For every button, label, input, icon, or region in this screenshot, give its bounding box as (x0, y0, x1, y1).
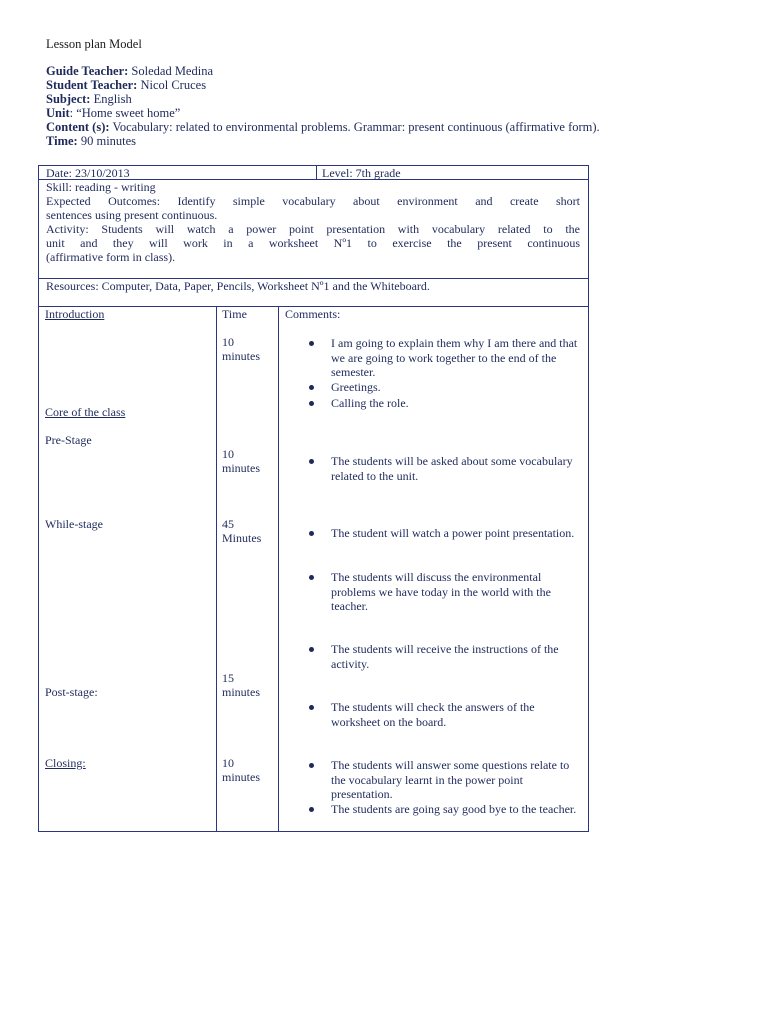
bullet-icon (309, 401, 314, 406)
student-teacher-line (46, 78, 206, 92)
bullet-icon (309, 459, 314, 464)
skill-text: Skill: reading - writing (46, 180, 156, 194)
time-line (46, 134, 136, 148)
student-teacher-label: Student Teacher: (46, 78, 138, 92)
unit-label: Unit (46, 106, 70, 120)
stage-pre: Pre-Stage (45, 433, 92, 447)
stage-while: While-stage (45, 517, 103, 531)
unit-line (46, 106, 180, 120)
content-line (46, 120, 600, 134)
resources-text: Resources: Computer, Data, Paper, Pencils, Worksheet Nº1 and the Whiteboard. (46, 279, 430, 293)
activity-line-3: (affirmative form in class). (46, 250, 176, 264)
student-teacher-value: Nicol Cruces (137, 78, 207, 92)
col-divider-level (316, 165, 317, 179)
time-intro: 10 minutes (222, 335, 260, 363)
stage-post: Post-stage: (45, 685, 98, 699)
content-label: Content (s): (46, 120, 110, 134)
time-value: 90 minutes (77, 134, 137, 148)
time-label: Time: (46, 134, 78, 148)
bullet-icon (309, 647, 314, 652)
level-cell: Level: 7th grade (322, 166, 401, 180)
time-closing: 10 minutes (222, 756, 260, 784)
subject-value: English (90, 92, 132, 106)
bullet-icon (309, 705, 314, 710)
time-header: Time (222, 307, 247, 321)
guide-teacher-label: Guide Teacher: (46, 64, 129, 78)
activity-line-1: Activity: Students will watch a power point presentation with vocabulary related to the (46, 222, 580, 236)
outcomes-line-2: sentences using present continuous. (46, 208, 218, 222)
bullet-icon (309, 763, 314, 768)
outcomes-line-1: Expected Outcomes: Identify simple vocabulary about environment and create short (46, 194, 580, 208)
guide-teacher-value: Soledad Medina (128, 64, 214, 78)
bullet-icon (309, 807, 314, 812)
comments-header: Comments: (285, 307, 341, 321)
time-pre: 10 minutes (222, 447, 260, 475)
lesson-table (38, 165, 589, 832)
bullet-icon (309, 575, 314, 580)
content-value: Vocabulary: related to environmental problems. Grammar: present continuous (affirmative form). (109, 120, 600, 134)
subject-line (46, 92, 132, 106)
bullet-icon (309, 385, 314, 390)
time-while: 45 Minutes (222, 517, 262, 545)
stage-core: Core of the class (45, 405, 126, 419)
document-title: Lesson plan Model (46, 37, 142, 51)
subject-label: Subject: (46, 92, 91, 106)
col-divider-time (216, 306, 217, 832)
stage-introduction: Introduction (45, 307, 105, 321)
stage-closing: Closing: (45, 756, 86, 770)
unit-value: : “Home sweet home” (69, 106, 181, 120)
guide-teacher-line (46, 64, 213, 78)
bullet-icon (309, 531, 314, 536)
col-divider-comments (278, 306, 279, 832)
bullet-icon (309, 341, 314, 346)
time-post: 15 minutes (222, 671, 260, 699)
activity-line-2: unit and they will work in a worksheet Nº1 to exercise the present continuous (46, 236, 580, 250)
date-cell: Date: 23/10/2013 (46, 166, 130, 180)
